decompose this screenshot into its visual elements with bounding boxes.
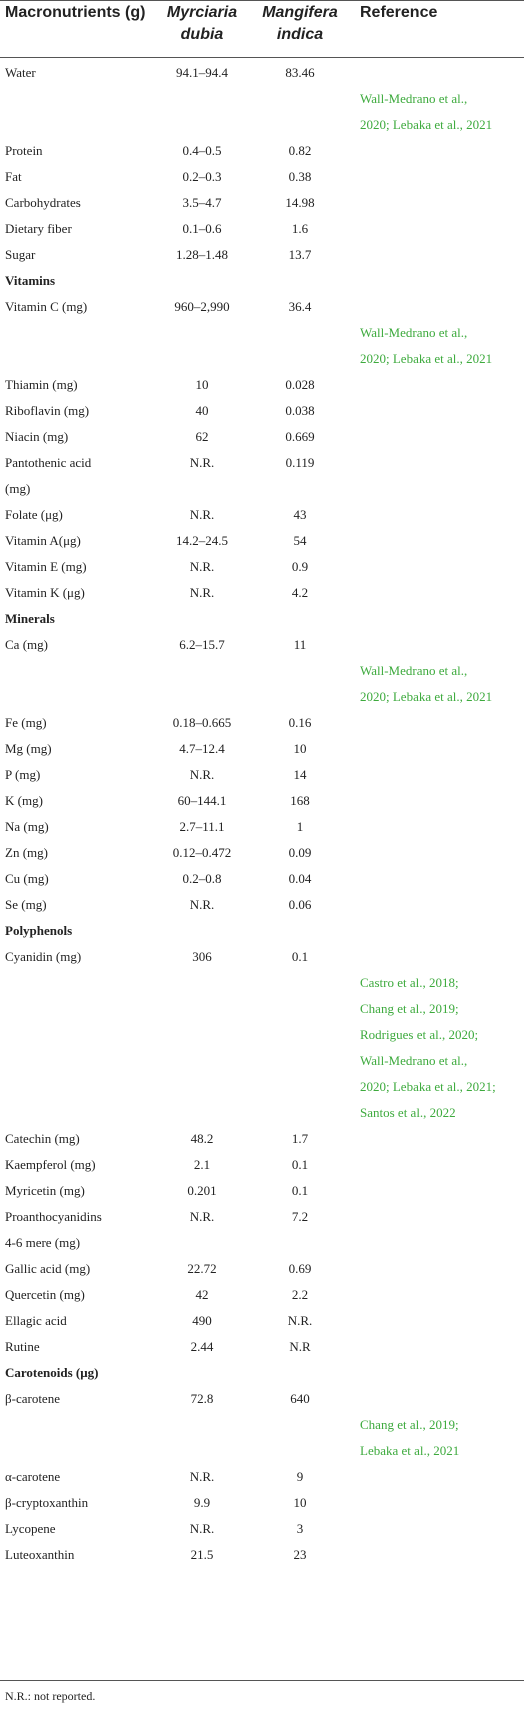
table-bottom-rule bbox=[0, 1680, 524, 1681]
row-label: Protein bbox=[5, 143, 43, 158]
row-label: Ellagic acid bbox=[5, 1313, 67, 1328]
row-label: P (mg) bbox=[5, 767, 41, 782]
table-row bbox=[0, 632, 524, 710]
row-label: Gallic acid (mg) bbox=[5, 1261, 91, 1276]
reference-link[interactable]: Rodrigues et al., 2020; bbox=[360, 1027, 479, 1042]
mangifera-indica-value: 36.4 bbox=[288, 299, 312, 314]
table-header bbox=[0, 0, 524, 57]
reference-link[interactable]: Lebaka et al., 2021 bbox=[360, 1443, 460, 1458]
mangifera-indica-value: 11 bbox=[293, 637, 307, 652]
myrciaria-dubia-value: 72.8 bbox=[190, 1391, 214, 1406]
section-header-row bbox=[0, 1360, 524, 1386]
table-row bbox=[0, 1256, 524, 1282]
mangifera-indica-value: 0.028 bbox=[285, 377, 315, 392]
myrciaria-dubia-value: 490 bbox=[192, 1313, 212, 1328]
table-header-rule bbox=[0, 57, 524, 58]
myrciaria-dubia-value: 48.2 bbox=[190, 1131, 214, 1146]
myrciaria-dubia-value: 0.2–0.3 bbox=[182, 169, 222, 184]
mangifera-indica-value: 0.16 bbox=[288, 715, 312, 730]
row-label: Rutine bbox=[5, 1339, 40, 1354]
myrciaria-dubia-value: N.R. bbox=[189, 767, 215, 782]
reference-link[interactable]: Wall-Medrano et al., bbox=[360, 325, 468, 340]
reference-link[interactable]: Wall-Medrano et al., bbox=[360, 91, 468, 106]
table-row bbox=[0, 216, 524, 242]
mangifera-indica-value: 0.09 bbox=[288, 845, 312, 860]
myrciaria-dubia-value: N.R. bbox=[189, 507, 215, 522]
myrciaria-dubia-value: N.R. bbox=[189, 455, 215, 470]
mangifera-indica-value: 14.98 bbox=[285, 195, 315, 210]
mangifera-indica-value: N.R. bbox=[287, 1313, 313, 1328]
row-label: Dietary fiber bbox=[5, 221, 72, 236]
table-row bbox=[0, 1386, 524, 1464]
row-label: Lycopene bbox=[5, 1521, 56, 1536]
myrciaria-dubia-value: 2.1 bbox=[193, 1157, 211, 1172]
mangifera-indica-value: 640 bbox=[290, 1391, 310, 1406]
myrciaria-dubia-value: 0.2–0.8 bbox=[182, 871, 222, 886]
row-label: Folate (μg) bbox=[5, 507, 63, 522]
table-row bbox=[0, 1152, 524, 1178]
row-label: Vitamin E (mg) bbox=[5, 559, 87, 574]
row-label: Sugar bbox=[5, 247, 36, 262]
table-row bbox=[0, 1334, 524, 1360]
table-row bbox=[0, 1204, 524, 1256]
row-label bbox=[5, 450, 150, 502]
row-label-line: 4-6 mere (mg) bbox=[5, 1235, 81, 1250]
reference-link[interactable]: 2020; Lebaka et al., 2021 bbox=[360, 689, 493, 704]
table-row bbox=[0, 1308, 524, 1334]
mangifera-indica-value: 0.038 bbox=[285, 403, 315, 418]
table-row bbox=[0, 892, 524, 918]
row-label: K (mg) bbox=[5, 793, 43, 808]
table-row bbox=[0, 1464, 524, 1490]
row-label: Fat bbox=[5, 169, 22, 184]
mangifera-indica-value: N.R bbox=[289, 1339, 311, 1354]
reference-link[interactable]: Wall-Medrano et al., bbox=[360, 1053, 468, 1068]
table-row bbox=[0, 554, 524, 580]
reference-link[interactable]: 2020; Lebaka et al., 2021 bbox=[360, 351, 493, 366]
reference-link[interactable]: 2020; Lebaka et al., 2021; bbox=[360, 1079, 496, 1094]
table-row bbox=[0, 1490, 524, 1516]
table-row bbox=[0, 736, 524, 762]
mangifera-indica-value: 0.1 bbox=[291, 1183, 309, 1198]
row-label-line: Pantothenic acid bbox=[5, 455, 92, 470]
mangifera-indica-value: 168 bbox=[290, 793, 310, 808]
row-label: Mg (mg) bbox=[5, 741, 52, 756]
mangifera-indica-value: 23 bbox=[293, 1547, 307, 1562]
mangifera-indica-value: 1.7 bbox=[291, 1131, 309, 1146]
mangifera-indica-value: 0.119 bbox=[285, 455, 315, 470]
table-row bbox=[0, 1516, 524, 1542]
row-label: Catechin (mg) bbox=[5, 1131, 80, 1146]
myrciaria-dubia-value: 0.4–0.5 bbox=[182, 143, 222, 158]
reference-link[interactable]: Wall-Medrano et al., bbox=[360, 663, 468, 678]
row-label: Cyanidin (mg) bbox=[5, 949, 82, 964]
reference-cell bbox=[360, 970, 524, 1126]
header-mangifera-indica: Mangifera indica bbox=[262, 4, 338, 43]
mangifera-indica-value: 1 bbox=[296, 819, 304, 834]
footnote: N.R.: not reported. bbox=[5, 1689, 96, 1703]
mangifera-indica-value: 43 bbox=[293, 507, 307, 522]
mangifera-indica-value: 0.1 bbox=[291, 949, 309, 964]
table-row bbox=[0, 294, 524, 372]
myrciaria-dubia-value: 21.5 bbox=[190, 1547, 214, 1562]
row-label: Luteoxanthin bbox=[5, 1547, 75, 1562]
row-label: Zn (mg) bbox=[5, 845, 48, 860]
table-row bbox=[0, 424, 524, 450]
table-row bbox=[0, 138, 524, 164]
mangifera-indica-value: 7.2 bbox=[291, 1209, 309, 1224]
row-label: Quercetin (mg) bbox=[5, 1287, 85, 1302]
mangifera-indica-value: 0.9 bbox=[291, 559, 309, 574]
table-row bbox=[0, 398, 524, 424]
myrciaria-dubia-value: 0.201 bbox=[187, 1183, 217, 1198]
table-row bbox=[0, 60, 524, 138]
myrciaria-dubia-value: 0.1–0.6 bbox=[182, 221, 222, 236]
myrciaria-dubia-value: 1.28–1.48 bbox=[176, 247, 228, 262]
myrciaria-dubia-value: 62 bbox=[195, 429, 209, 444]
row-label: Carbohydrates bbox=[5, 195, 81, 210]
reference-cell bbox=[360, 86, 524, 138]
myrciaria-dubia-value: N.R. bbox=[189, 897, 215, 912]
mangifera-indica-value: 0.1 bbox=[291, 1157, 309, 1172]
myrciaria-dubia-value: 94.1–94.4 bbox=[176, 65, 228, 80]
myrciaria-dubia-value: 960–2,990 bbox=[174, 299, 230, 314]
row-label: Water bbox=[5, 65, 36, 80]
myrciaria-dubia-value: 3.5–4.7 bbox=[182, 195, 222, 210]
table-row bbox=[0, 788, 524, 814]
reference-cell bbox=[360, 1412, 524, 1464]
row-label-line: (mg) bbox=[5, 481, 31, 496]
table-row bbox=[0, 164, 524, 190]
row-label: Ca (mg) bbox=[5, 637, 48, 652]
myrciaria-dubia-value: 9.9 bbox=[193, 1495, 211, 1510]
myrciaria-dubia-value: 6.2–15.7 bbox=[179, 637, 225, 652]
header-macronutrients: Macronutrients (g) bbox=[5, 4, 146, 21]
mangifera-indica-value: 10 bbox=[293, 741, 307, 756]
myrciaria-dubia-value: 2.7–11.1 bbox=[179, 819, 225, 834]
table-row bbox=[0, 1282, 524, 1308]
myrciaria-dubia-value: N.R. bbox=[189, 1521, 215, 1536]
mangifera-indica-value: 10 bbox=[293, 1495, 307, 1510]
reference-link[interactable]: Chang et al., 2019; bbox=[360, 1001, 459, 1016]
myrciaria-dubia-value: N.R. bbox=[189, 1209, 215, 1224]
table-row bbox=[0, 814, 524, 840]
table-row bbox=[0, 944, 524, 1126]
mangifera-indica-value: 13.7 bbox=[288, 247, 312, 262]
section-header-row bbox=[0, 268, 524, 294]
table-row bbox=[0, 866, 524, 892]
row-label: Vitamin A(μg) bbox=[5, 533, 81, 548]
myrciaria-dubia-value: 14.2–24.5 bbox=[176, 533, 228, 548]
row-label-line: Proanthocyanidins bbox=[5, 1209, 102, 1224]
row-label bbox=[5, 1204, 150, 1256]
mangifera-indica-value: 54 bbox=[293, 533, 307, 548]
section-header-row bbox=[0, 606, 524, 632]
myrciaria-dubia-value: 306 bbox=[192, 949, 212, 964]
row-label: Thiamin (mg) bbox=[5, 377, 78, 392]
mangifera-indica-value: 0.69 bbox=[288, 1261, 312, 1276]
header-reference: Reference bbox=[360, 4, 438, 21]
table-row bbox=[0, 502, 524, 528]
row-label: β-carotene bbox=[5, 1391, 60, 1406]
table-row bbox=[0, 1126, 524, 1152]
row-label: Fe (mg) bbox=[5, 715, 47, 730]
reference-cell bbox=[360, 658, 524, 710]
myrciaria-dubia-value: 40 bbox=[195, 403, 209, 418]
myrciaria-dubia-value: N.R. bbox=[189, 1469, 215, 1484]
table-row bbox=[0, 840, 524, 866]
reference-cell bbox=[360, 320, 524, 372]
myrciaria-dubia-value: N.R. bbox=[189, 585, 215, 600]
row-label: Riboflavin (mg) bbox=[5, 403, 90, 418]
myrciaria-dubia-value: 0.18–0.665 bbox=[172, 715, 232, 730]
mangifera-indica-value: 4.2 bbox=[291, 585, 309, 600]
row-label: Cu (mg) bbox=[5, 871, 49, 886]
row-label: Na (mg) bbox=[5, 819, 49, 834]
myrciaria-dubia-value: N.R. bbox=[189, 559, 215, 574]
table-row bbox=[0, 450, 524, 502]
mangifera-indica-value: 9 bbox=[296, 1469, 304, 1484]
row-label: Myricetin (mg) bbox=[5, 1183, 85, 1198]
mangifera-indica-value: 14 bbox=[293, 767, 307, 782]
reference-link[interactable]: Chang et al., 2019; bbox=[360, 1417, 459, 1432]
table-row bbox=[0, 372, 524, 398]
row-label: Se (mg) bbox=[5, 897, 47, 912]
myrciaria-dubia-value: 60–144.1 bbox=[177, 793, 227, 808]
row-label: Niacin (mg) bbox=[5, 429, 69, 444]
table-row bbox=[0, 762, 524, 788]
table-row bbox=[0, 242, 524, 268]
mangifera-indica-value: 3 bbox=[296, 1521, 304, 1536]
table-row bbox=[0, 528, 524, 554]
myrciaria-dubia-value: 4.7–12.4 bbox=[179, 741, 225, 756]
mangifera-indica-value: 1.6 bbox=[291, 221, 309, 236]
mangifera-indica-value: 0.04 bbox=[288, 871, 312, 886]
mangifera-indica-value: 0.669 bbox=[285, 429, 315, 444]
mangifera-indica-value: 0.38 bbox=[288, 169, 312, 184]
row-label: Vitamin C (mg) bbox=[5, 299, 88, 314]
table-row bbox=[0, 1178, 524, 1204]
mangifera-indica-value: 0.82 bbox=[288, 143, 312, 158]
mangifera-indica-value: 0.06 bbox=[288, 897, 312, 912]
table-row bbox=[0, 1542, 524, 1568]
mangifera-indica-value: 2.2 bbox=[291, 1287, 309, 1302]
section-label: Minerals bbox=[5, 611, 55, 626]
reference-link[interactable]: Santos et al., 2022 bbox=[360, 1105, 456, 1120]
section-label: Polyphenols bbox=[5, 923, 73, 938]
myrciaria-dubia-value: 0.12–0.472 bbox=[172, 845, 232, 860]
myrciaria-dubia-value: 2.44 bbox=[190, 1339, 214, 1354]
myrciaria-dubia-value: 10 bbox=[195, 377, 209, 392]
header-myrciaria-dubia: Myrciaria dubia bbox=[166, 4, 238, 43]
section-label: Carotenoids (μg) bbox=[5, 1365, 99, 1380]
row-label: β-cryptoxanthin bbox=[5, 1495, 89, 1510]
mangifera-indica-value: 83.46 bbox=[285, 65, 315, 80]
reference-link[interactable]: 2020; Lebaka et al., 2021 bbox=[360, 117, 493, 132]
section-label: Vitamins bbox=[5, 273, 56, 288]
table-row bbox=[0, 190, 524, 216]
myrciaria-dubia-value: 42 bbox=[195, 1287, 209, 1302]
section-header-row bbox=[0, 918, 524, 944]
table-row bbox=[0, 580, 524, 606]
row-label: α-carotene bbox=[5, 1469, 61, 1484]
table-row bbox=[0, 710, 524, 736]
reference-link[interactable]: Castro et al., 2018; bbox=[360, 975, 459, 990]
myrciaria-dubia-value: 22.72 bbox=[187, 1261, 217, 1276]
row-label: Vitamin K (μg) bbox=[5, 585, 85, 600]
row-label: Kaempferol (mg) bbox=[5, 1157, 96, 1172]
